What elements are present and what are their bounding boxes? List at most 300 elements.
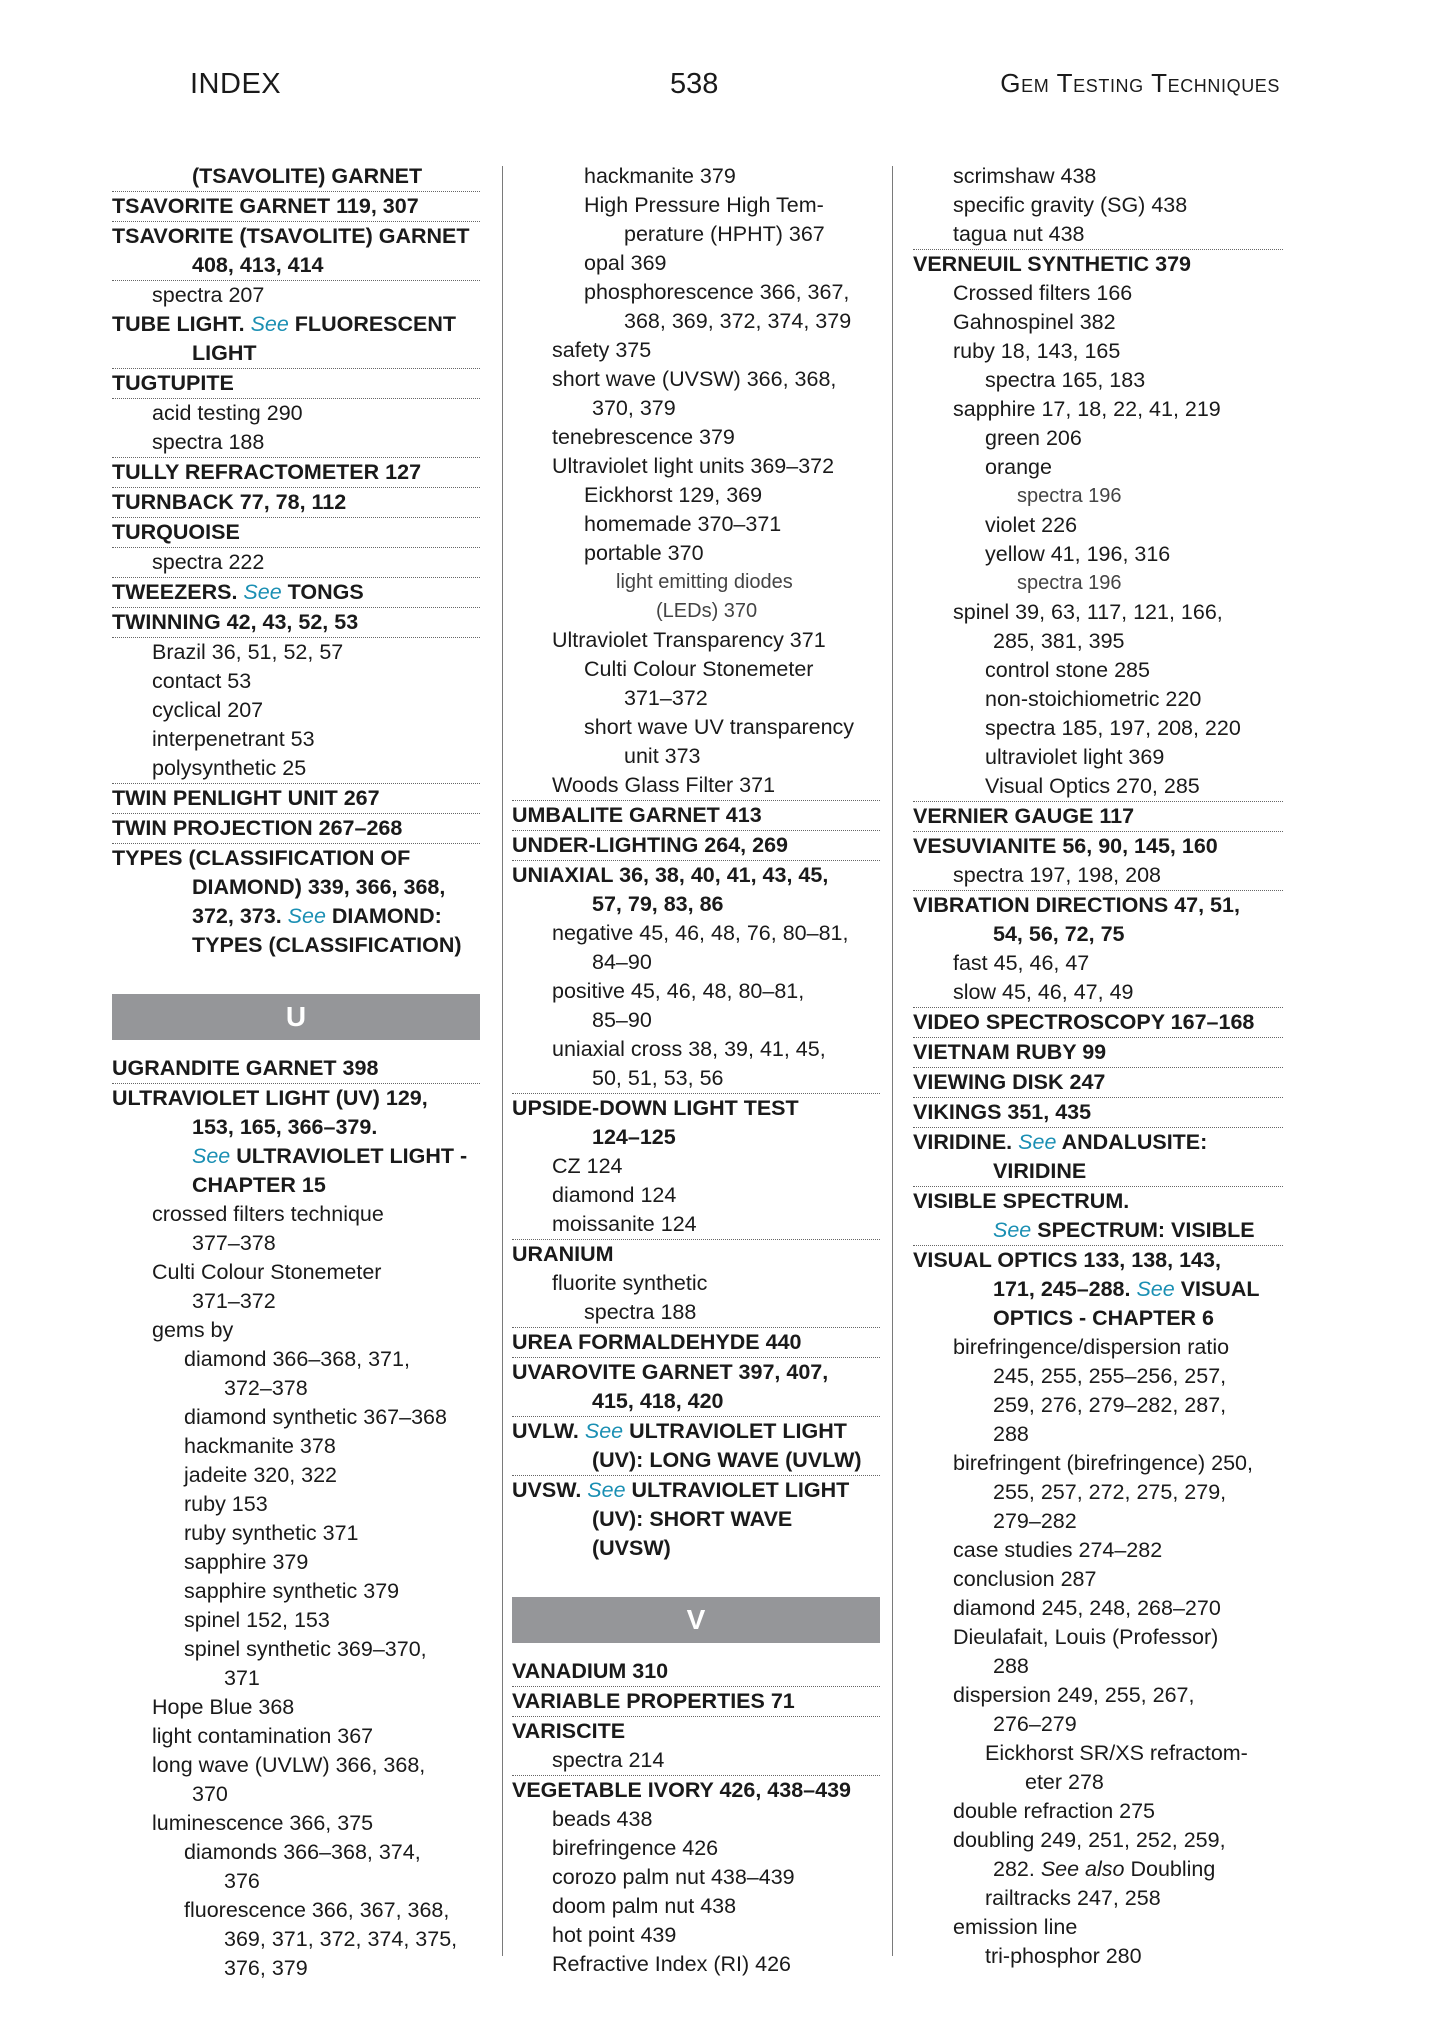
index-subentry	[913, 220, 1283, 250]
index-heading	[112, 608, 480, 638]
index-subentry	[112, 281, 480, 310]
index-subentry	[913, 308, 1283, 337]
index-heading	[512, 1240, 880, 1269]
index-subentry	[512, 249, 880, 278]
index-subentry	[512, 1298, 880, 1328]
entry-text: 372–378	[224, 1376, 308, 1400]
index-heading	[913, 1246, 1283, 1333]
entry-text: sapphire 379	[184, 1550, 309, 1574]
entry-text: Brazil 36, 51, 52, 57	[152, 640, 344, 664]
entry-text: hackmanite 379	[584, 164, 736, 188]
index-subentry	[913, 279, 1283, 308]
entry-text: conclusion 287	[953, 1567, 1097, 1591]
entry-text: specific gravity (SG) 438	[953, 193, 1188, 217]
entry-text: polysynthetic 25	[152, 756, 307, 780]
section-letter-v: V	[512, 1597, 880, 1643]
index-subentry	[913, 598, 1283, 656]
index-subentry	[913, 1913, 1283, 1942]
index-heading	[112, 578, 480, 608]
entry-text: TULLY REFRACTOMETER 127	[112, 460, 422, 484]
index-subentry	[512, 452, 880, 481]
entry-text: light contamination 367	[152, 1724, 374, 1748]
entry-text: orange	[985, 455, 1052, 479]
entry-text: cyclical 207	[152, 698, 264, 722]
index-subentry	[112, 754, 480, 784]
entry-text: UPSIDE-DOWN LIGHT TEST	[512, 1096, 799, 1120]
entry-text: spinel 39, 63, 117, 121, 166,	[953, 600, 1223, 624]
index-subentry	[112, 399, 480, 428]
entry-text: LIGHT	[192, 341, 257, 365]
entry-text: VIETNAM RUBY 99	[913, 1040, 1107, 1064]
index-heading	[112, 192, 480, 222]
entry-text: (UVSW)	[592, 1536, 671, 1560]
entry-text: positive 45, 46, 48, 80–81,	[552, 979, 805, 1003]
entry-text: VARIABLE PROPERTIES 71	[512, 1689, 795, 1713]
index-subentry	[112, 1200, 480, 1258]
entry-text: Hope Blue 368	[152, 1695, 295, 1719]
index-heading	[512, 1657, 880, 1687]
entry-text: 276–279	[993, 1712, 1077, 1736]
index-subentry	[913, 453, 1283, 482]
cross-reference-label: See also	[1040, 1857, 1125, 1881]
index-heading	[512, 831, 880, 861]
entry-text: tri-phosphor 280	[985, 1944, 1142, 1968]
cross-reference-target: ANDALUSITE:	[1056, 1130, 1208, 1154]
index-subentry	[913, 162, 1283, 191]
entry-text: Ultraviolet Transparency 371	[552, 628, 826, 652]
entry-text: TURNBACK 77, 78, 112	[112, 490, 347, 514]
column-divider	[502, 166, 503, 1956]
entry-text: Refractive Index (RI) 426	[552, 1952, 791, 1976]
entry-text: TWEEZERS.	[112, 580, 244, 604]
entry-text: 372, 373.	[192, 904, 288, 928]
entry-text: ULTRAVIOLET LIGHT (UV) 129,	[112, 1086, 428, 1110]
entry-text: railtracks 247, 258	[985, 1886, 1161, 1910]
entry-text: Woods Glass Filter 371	[552, 773, 776, 797]
entry-text: Eickhorst 129, 369	[584, 483, 763, 507]
index-subentry	[913, 1565, 1283, 1594]
entry-text: spectra 165, 183	[985, 368, 1146, 392]
entry-text: spectra 196	[1017, 485, 1122, 507]
index-subentry	[913, 569, 1283, 598]
entry-text: 370	[192, 1782, 228, 1806]
index-subentry	[112, 696, 480, 725]
entry-text: 285, 381, 395	[993, 629, 1125, 653]
entry-text: 370, 379	[592, 396, 676, 420]
index-subentry	[112, 1519, 480, 1548]
entry-text: negative 45, 46, 48, 76, 80–81,	[552, 921, 849, 945]
entry-text: tenebrescence 379	[552, 425, 735, 449]
entry-text: (UV): SHORT WAVE	[592, 1507, 793, 1531]
index-subentry	[512, 481, 880, 510]
entry-text: UNDER-LIGHTING 264, 269	[512, 833, 788, 857]
entry-text: URANIUM	[512, 1242, 614, 1266]
entry-text: portable 370	[584, 541, 704, 565]
index-subentry	[913, 1449, 1283, 1536]
index-subentry	[512, 919, 880, 977]
index-heading	[913, 891, 1283, 949]
entry-text: VANADIUM 310	[512, 1659, 669, 1683]
index-subentry	[512, 365, 880, 423]
index-subentry	[913, 743, 1283, 772]
index-heading	[112, 814, 480, 844]
entry-text: spectra 196	[1017, 572, 1122, 594]
entry-text: UMBALITE GARNET 413	[512, 803, 762, 827]
index-subentry	[112, 1403, 480, 1432]
running-head-left: INDEX	[190, 68, 282, 100]
entry-text: corozo palm nut 438–439	[552, 1865, 795, 1889]
entry-text: diamond 124	[552, 1183, 677, 1207]
entry-text: dispersion 249, 255, 267,	[953, 1683, 1195, 1707]
index-subentry	[913, 772, 1283, 802]
entry-text: TWINNING 42, 43, 52, 53	[112, 610, 359, 634]
index-subentry	[512, 626, 880, 655]
entry-text: TYPES (CLASSIFICATION)	[192, 933, 462, 957]
cross-reference-label: See	[192, 1144, 231, 1168]
entry-text: light emitting diodes	[616, 571, 793, 593]
entry-text: sapphire 17, 18, 22, 41, 219	[953, 397, 1221, 421]
index-subentry	[913, 511, 1283, 540]
index-subentry	[913, 395, 1283, 424]
entry-text: (LEDs) 370	[656, 600, 758, 622]
entry-text: 153, 165, 366–379.	[192, 1115, 378, 1139]
cross-reference-target: SPECTRUM: VISIBLE	[1031, 1218, 1255, 1242]
entry-text: spinel synthetic 369–370,	[184, 1637, 427, 1661]
index-heading	[913, 832, 1283, 861]
index-subentry	[512, 1805, 880, 1834]
entry-text: VERNEUIL SYNTHETIC 379	[913, 252, 1191, 276]
entry-text: birefringence/dispersion ratio	[953, 1335, 1230, 1359]
index-column-2	[512, 162, 880, 1979]
entry-text: VIRIDINE.	[913, 1130, 1019, 1154]
index-subentry	[913, 1884, 1283, 1913]
entry-text: UVAROVITE GARNET 397, 407,	[512, 1360, 829, 1384]
index-heading	[512, 861, 880, 919]
index-heading	[112, 1084, 480, 1200]
index-subentry	[512, 771, 880, 801]
entry-text: interpenetrant 53	[152, 727, 315, 751]
entry-text: Culti Colour Stonemeter	[584, 657, 814, 681]
cross-reference-target: VISUAL	[1174, 1277, 1260, 1301]
index-heading	[512, 1687, 880, 1717]
index-subentry	[112, 1432, 480, 1461]
index-subentry	[112, 725, 480, 754]
index-subentry	[913, 540, 1283, 569]
index-subentry	[512, 162, 880, 191]
index-subentry	[112, 1896, 480, 1983]
index-subentry	[913, 978, 1283, 1008]
index-heading	[112, 844, 480, 960]
index-heading	[112, 369, 480, 399]
entry-text: doom palm nut 438	[552, 1894, 737, 1918]
entry-text: TWIN PENLIGHT UNIT 267	[112, 786, 380, 810]
index-heading	[913, 1008, 1283, 1038]
entry-text: UGRANDITE GARNET 398	[112, 1056, 379, 1080]
index-subentry	[913, 1333, 1283, 1449]
entry-text: 376	[224, 1869, 260, 1893]
entry-text: spectra 188	[584, 1300, 697, 1324]
index-heading	[913, 250, 1283, 279]
entry-text: 288	[993, 1422, 1029, 1446]
index-subentry	[913, 482, 1283, 511]
index-heading	[512, 1358, 880, 1417]
index-heading	[112, 488, 480, 518]
entry-text: DIAMOND) 339, 366, 368,	[192, 875, 446, 899]
index-subentry	[913, 1942, 1283, 1971]
entry-text: short wave UV transparency	[584, 715, 855, 739]
entry-text: short wave (UVSW) 366, 368,	[552, 367, 837, 391]
index-subentry	[913, 685, 1283, 714]
entry-text: 376, 379	[224, 1956, 308, 1980]
index-subentry	[512, 1269, 880, 1298]
index-heading	[112, 310, 480, 369]
page-header	[190, 68, 1280, 108]
entry-text: (UV): LONG WAVE (UVLW)	[592, 1448, 862, 1472]
entry-text: Eickhorst SR/XS refractom-	[985, 1741, 1248, 1765]
entry-text: (TSAVOLITE) GARNET	[192, 164, 423, 188]
index-subentry	[112, 1751, 480, 1809]
entry-text: phosphorescence 366, 367,	[584, 280, 850, 304]
cross-reference-label: See	[250, 312, 289, 336]
entry-text: ruby synthetic 371	[184, 1521, 359, 1545]
index-subentry	[512, 1035, 880, 1094]
section-letter-u: U	[112, 994, 480, 1040]
cross-reference-label: See	[993, 1218, 1032, 1242]
entry-text: 371–372	[192, 1289, 276, 1313]
index-subentry	[112, 1635, 480, 1693]
entry-text: emission line	[953, 1915, 1078, 1939]
entry-text: case studies 274–282	[953, 1538, 1163, 1562]
entry-text: spectra 197, 198, 208	[953, 863, 1161, 887]
index-subentry	[112, 1316, 480, 1345]
entry-text: VESUVIANITE 56, 90, 145, 160	[913, 834, 1218, 858]
entry-text: Visual Optics 270, 285	[985, 774, 1200, 798]
index-heading	[512, 1776, 880, 1805]
entry-text: diamond 366–368, 371,	[184, 1347, 410, 1371]
entry-text: 124–125	[592, 1125, 676, 1149]
entry-text: 368, 369, 372, 374, 379	[624, 309, 852, 333]
entry-text: TURQUOISE	[112, 520, 240, 544]
index-subentry	[512, 336, 880, 365]
entry-text: 50, 51, 53, 56	[592, 1066, 724, 1090]
index-subentry	[112, 1258, 480, 1316]
index-heading	[112, 518, 480, 548]
entry-text: jadeite 320, 322	[184, 1463, 338, 1487]
entry-text: spectra 188	[152, 430, 265, 454]
index-subentry	[913, 861, 1283, 891]
entry-text: gems by	[152, 1318, 234, 1342]
cross-reference-target: TONGS	[281, 580, 364, 604]
entry-text: doubling 249, 251, 252, 259,	[953, 1828, 1226, 1852]
index-heading	[913, 802, 1283, 832]
index-subentry	[512, 568, 880, 626]
entry-text: crossed filters technique	[152, 1202, 384, 1226]
entry-text: 84–90	[592, 950, 652, 974]
index-subentry	[112, 1490, 480, 1519]
entry-text: UNIAXIAL 36, 38, 40, 41, 43, 45,	[512, 863, 829, 887]
entry-text: 57, 79, 83, 86	[592, 892, 724, 916]
entry-text: long wave (UVLW) 366, 368,	[152, 1753, 426, 1777]
index-heading	[112, 458, 480, 488]
index-subentry	[512, 278, 880, 336]
entry-text: TUBE LIGHT.	[112, 312, 251, 336]
index-subentry	[913, 1797, 1283, 1826]
cross-reference-label: See	[1018, 1130, 1057, 1154]
index-subentry	[913, 191, 1283, 220]
index-column-1	[112, 162, 480, 1983]
index-subentry	[913, 1739, 1283, 1797]
entry-text: ruby 18, 143, 165	[953, 339, 1121, 363]
entry-text: VERNIER GAUGE 117	[913, 804, 1135, 828]
cross-reference-label: See	[243, 580, 282, 604]
index-heading	[913, 1128, 1283, 1187]
index-heading	[112, 784, 480, 814]
index-subentry	[512, 655, 880, 713]
index-heading	[913, 1187, 1283, 1246]
index-heading	[112, 162, 480, 192]
entry-text: double refraction 275	[953, 1799, 1156, 1823]
index-subentry	[512, 1921, 880, 1950]
index-subentry	[112, 1548, 480, 1577]
index-subentry	[913, 424, 1283, 453]
entry-text: 259, 276, 279–282, 287,	[993, 1393, 1227, 1417]
entry-text: spinel 152, 153	[184, 1608, 330, 1632]
entry-text: hackmanite 378	[184, 1434, 336, 1458]
index-subentry	[112, 428, 480, 458]
index-subentry	[512, 1863, 880, 1892]
index-heading	[512, 1328, 880, 1358]
entry-text: spectra 214	[552, 1748, 665, 1772]
entry-text: UVSW.	[512, 1478, 588, 1502]
entry-text: TSAVORITE GARNET 119, 307	[112, 194, 419, 218]
index-subentry	[112, 638, 480, 667]
index-subentry	[112, 1606, 480, 1635]
index-subentry	[112, 1461, 480, 1490]
index-subentry	[512, 713, 880, 771]
entry-text: luminescence 366, 375	[152, 1811, 374, 1835]
entry-text: fluorite synthetic	[552, 1271, 708, 1295]
entry-text: Gahnospinel 382	[953, 310, 1116, 334]
index-subentry	[112, 1809, 480, 1838]
index-subentry	[913, 1594, 1283, 1623]
entry-text: TWIN PROJECTION 267–268	[112, 816, 403, 840]
entry-text: VIKINGS 351, 435	[913, 1100, 1092, 1124]
entry-text: CZ 124	[552, 1154, 623, 1178]
entry-text: scrimshaw 438	[953, 164, 1097, 188]
entry-text: TUGTUPITE	[112, 371, 234, 395]
entry-text: diamonds 366–368, 374,	[184, 1840, 421, 1864]
index-subentry	[112, 1838, 480, 1896]
index-subentry	[512, 1152, 880, 1181]
entry-text: VARISCITE	[512, 1719, 626, 1743]
index-heading	[913, 1068, 1283, 1098]
entry-text: non-stoichiometric 220	[985, 687, 1202, 711]
index-heading	[512, 1417, 880, 1476]
entry-text: diamond 245, 248, 268–270	[953, 1596, 1221, 1620]
entry-text: moissanite 124	[552, 1212, 697, 1236]
index-subentry	[112, 1722, 480, 1751]
entry-text: ultraviolet light 369	[985, 745, 1165, 769]
entry-text: 85–90	[592, 1008, 652, 1032]
entry-text: homemade 370–371	[584, 512, 782, 536]
index-subentry	[512, 977, 880, 1035]
entry-text: spectra 185, 197, 208, 220	[985, 716, 1241, 740]
entry-text: birefringent (birefringence) 250,	[953, 1451, 1253, 1475]
entry-text: Crossed filters 166	[953, 281, 1133, 305]
entry-text: 369, 371, 372, 374, 375,	[224, 1927, 458, 1951]
entry-text: 371–372	[624, 686, 708, 710]
entry-text: green 206	[985, 426, 1082, 450]
entry-text: eter 278	[1025, 1770, 1104, 1794]
entry-text: Ultraviolet light units 369–372	[552, 454, 835, 478]
cross-reference-target: ULTRAVIOLET LIGHT	[623, 1419, 847, 1443]
entry-text: spectra 222	[152, 550, 265, 574]
entry-text: UREA FORMALDEHYDE 440	[512, 1330, 802, 1354]
index-subentry	[913, 337, 1283, 366]
index-subentry	[913, 949, 1283, 978]
entry-text: fast 45, 46, 47	[953, 951, 1090, 975]
entry-text: 245, 255, 255–256, 257,	[993, 1364, 1227, 1388]
index-subentry	[512, 1834, 880, 1863]
index-subentry	[512, 1950, 880, 1979]
index-subentry	[512, 1892, 880, 1921]
entry-text: VISIBLE SPECTRUM.	[913, 1189, 1130, 1213]
entry-text: VIBRATION DIRECTIONS 47, 51,	[913, 893, 1240, 917]
entry-text: 255, 257, 272, 275, 279,	[993, 1480, 1227, 1504]
index-subentry	[112, 548, 480, 578]
entry-text: contact 53	[152, 669, 252, 693]
entry-text: 415, 418, 420	[592, 1389, 724, 1413]
cross-reference-target: ULTRAVIOLET LIGHT -	[230, 1144, 468, 1168]
entry-text: CHAPTER 15	[192, 1173, 326, 1197]
index-heading	[913, 1038, 1283, 1068]
entry-text: Dieulafait, Louis (Professor)	[953, 1625, 1219, 1649]
cross-reference-target: DIAMOND:	[325, 904, 442, 928]
index-subentry	[512, 539, 880, 568]
entry-text: TSAVORITE (TSAVOLITE) GARNET	[112, 224, 470, 248]
entry-text: High Pressure High Tem-	[584, 193, 824, 217]
entry-text: acid testing 290	[152, 401, 303, 425]
cross-reference-target: FLUORESCENT	[288, 312, 457, 336]
cross-reference-label: See	[1136, 1277, 1175, 1301]
entry-text: VIDEO SPECTROSCOPY 167–168	[913, 1010, 1255, 1034]
entry-text: fluorescence 366, 367, 368,	[184, 1898, 450, 1922]
entry-text: 54, 56, 72, 75	[993, 922, 1125, 946]
index-heading	[913, 1098, 1283, 1128]
cross-reference-label: See	[584, 1419, 624, 1443]
index-subentry	[913, 366, 1283, 395]
entry-text: unit 373	[624, 744, 701, 768]
entry-text: slow 45, 46, 47, 49	[953, 980, 1134, 1004]
entry-text: violet 226	[985, 513, 1078, 537]
index-heading	[512, 801, 880, 831]
index-heading	[112, 1054, 480, 1084]
index-subentry	[913, 1681, 1283, 1739]
index-heading	[112, 222, 480, 281]
cross-reference-target: Doubling	[1124, 1857, 1216, 1881]
column-divider	[892, 166, 893, 1956]
index-subentry	[512, 191, 880, 249]
entry-text: tagua nut 438	[953, 222, 1085, 246]
index-subentry	[512, 423, 880, 452]
entry-text: safety 375	[552, 338, 652, 362]
index-subentry	[112, 667, 480, 696]
entry-text: yellow 41, 196, 316	[985, 542, 1171, 566]
index-subentry	[112, 1345, 480, 1403]
entry-text: 371	[224, 1666, 260, 1690]
index-subentry	[512, 510, 880, 539]
entry-text: diamond synthetic 367–368	[184, 1405, 447, 1429]
